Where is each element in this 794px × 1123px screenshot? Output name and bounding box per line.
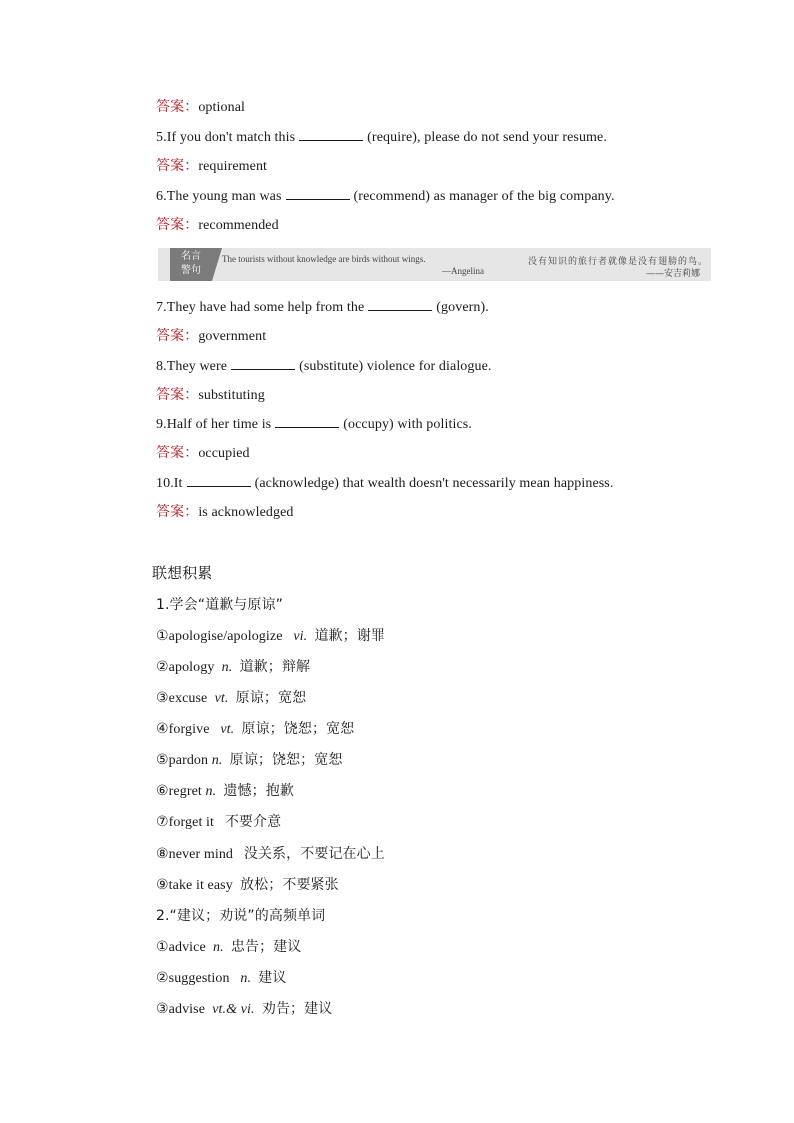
answer-text: recommended	[198, 218, 279, 233]
question-9	[156, 415, 472, 434]
entry-pos: n.	[211, 753, 223, 768]
entry-word: never mind	[168, 847, 234, 862]
quote-tag-line1: 名言	[181, 251, 201, 262]
entry-meaning: 劝告；建议	[261, 1001, 333, 1017]
answer-line-5	[156, 157, 267, 176]
vocab-entry	[156, 845, 385, 864]
entry-number: ②	[156, 659, 169, 675]
vocab-entry	[156, 689, 306, 708]
entry-pos: vt.	[214, 691, 229, 706]
entry-word: take it easy	[168, 878, 233, 893]
entry-pos: n.	[240, 971, 252, 986]
section-title: 联想积累	[152, 564, 213, 582]
fill-blank	[275, 415, 339, 428]
quote-tag	[170, 248, 212, 281]
entry-number: ②	[156, 970, 169, 986]
question-text-post: (require), please do not send your resume.	[367, 130, 607, 145]
answer-line-10	[156, 503, 294, 522]
entry-number: ⑧	[156, 846, 169, 862]
entry-number: ⑥	[156, 783, 169, 799]
vocab-entry	[156, 813, 281, 832]
entry-word: suggestion	[168, 971, 230, 986]
answer-text: optional	[198, 100, 245, 115]
entry-meaning: 不要介意	[224, 814, 282, 830]
answer-line-6	[156, 216, 279, 235]
entry-meaning: 遗憾；抱歉	[223, 783, 294, 799]
question-6	[156, 187, 615, 206]
answer-label: 答案：	[156, 217, 199, 233]
answer-label: 答案：	[156, 328, 199, 344]
entry-word: excuse	[168, 691, 208, 706]
answer-line-7	[156, 327, 266, 346]
answer-line-9	[156, 444, 250, 463]
entry-word: forget it	[168, 815, 215, 830]
entry-number: ⑦	[156, 814, 169, 830]
entry-meaning: 建议	[258, 970, 287, 986]
entry-meaning: 原谅；饶恕；宽恕	[229, 752, 343, 768]
group-1-title: 1.学会“道歉与原谅”	[156, 597, 283, 613]
vocab-entry	[156, 751, 342, 770]
entry-pos: vi.	[293, 629, 308, 644]
answer-label: 答案：	[156, 99, 199, 115]
vocab-entry	[156, 938, 301, 957]
question-text-pre: 8.They were	[156, 359, 228, 374]
entry-meaning: 放松；不要紧张	[240, 877, 339, 893]
entry-meaning: 忠告；建议	[230, 939, 302, 955]
vocab-entry	[156, 969, 286, 988]
entry-pos: vt.& vi.	[212, 1002, 255, 1017]
fill-blank	[286, 187, 350, 200]
quote-tag-line2: 警句	[181, 265, 201, 276]
question-text-pre: 6.The young man was	[156, 189, 282, 204]
entry-pos: n.	[213, 940, 224, 955]
entry-number: ⑤	[156, 752, 169, 768]
quote-banner	[158, 248, 711, 281]
answer-text: substituting	[198, 388, 265, 403]
entry-meaning: 道歉；辩解	[239, 659, 311, 675]
vocab-entry	[156, 1000, 332, 1019]
question-text-pre: 5.If you don't match this	[156, 130, 296, 145]
answer-text: requirement	[198, 159, 268, 174]
vocab-entry	[156, 782, 294, 801]
entry-meaning: 没关系，不要记在心上	[243, 846, 385, 862]
quote-english: The tourists without knowledge are birds without wings.	[222, 254, 426, 264]
entry-pos: vt.	[220, 722, 235, 737]
answer-line-4	[156, 98, 245, 117]
question-text-post: (recommend) as manager of the big company.	[353, 189, 615, 204]
entry-word: forgive	[168, 722, 210, 737]
fill-blank	[368, 298, 432, 311]
entry-pos: n.	[205, 784, 217, 799]
question-8	[156, 357, 492, 376]
answer-line-8	[156, 386, 265, 405]
answer-label: 答案：	[156, 158, 199, 174]
question-text-post: (substitute) violence for dialogue.	[299, 359, 492, 374]
entry-word: pardon	[168, 753, 209, 768]
question-text-post: (occupy) with politics.	[343, 417, 472, 432]
quote-english-author: —Angelina	[442, 266, 484, 276]
answer-label: 答案：	[156, 445, 199, 461]
entry-word: apology	[168, 660, 215, 675]
entry-word: advise	[168, 1002, 206, 1017]
entry-meaning: 原谅；饶恕；宽恕	[241, 721, 355, 737]
vocab-entry	[156, 658, 310, 677]
vocab-entry	[156, 876, 339, 895]
entry-number: ①	[156, 628, 169, 644]
entry-meaning: 道歉；谢罪	[314, 628, 385, 644]
group-2-title: 2.“建议；劝说”的高频单词	[156, 908, 326, 924]
entry-number: ⑨	[156, 877, 169, 893]
entry-word: apologise/apologize	[168, 629, 283, 644]
answer-text: government	[198, 329, 267, 344]
entry-word: regret	[168, 784, 202, 799]
fill-blank	[299, 128, 363, 141]
entry-number: ④	[156, 721, 169, 737]
question-text-pre: 10.It	[156, 476, 183, 491]
entry-number: ③	[156, 690, 169, 706]
entry-number: ③	[156, 1001, 169, 1017]
quote-chinese-author: ——安吉莉娜	[646, 269, 701, 279]
answer-text: is acknowledged	[198, 505, 294, 520]
question-text-post: (acknowledge) that wealth doesn't necessarily mean happiness.	[254, 476, 614, 491]
answer-label: 答案：	[156, 387, 199, 403]
answer-text: occupied	[198, 446, 250, 461]
entry-number: ①	[156, 939, 169, 955]
entry-pos: n.	[221, 660, 233, 675]
fill-blank	[187, 474, 251, 487]
entry-meaning: 原谅；宽恕	[235, 690, 307, 706]
fill-blank	[231, 357, 295, 370]
entry-word: advice	[168, 940, 206, 955]
vocab-entry	[156, 627, 385, 646]
question-10	[156, 474, 613, 493]
question-text-pre: 9.Half of her time is	[156, 417, 272, 432]
question-text-pre: 7.They have had some help from the	[156, 300, 365, 315]
question-5	[156, 128, 607, 147]
quote-chinese: 没有知识的旅行者就像是没有翅膀的鸟。	[528, 257, 709, 267]
question-text-post: (govern).	[436, 300, 489, 315]
answer-label: 答案：	[156, 504, 199, 520]
question-7	[156, 298, 489, 317]
vocab-entry	[156, 720, 354, 739]
